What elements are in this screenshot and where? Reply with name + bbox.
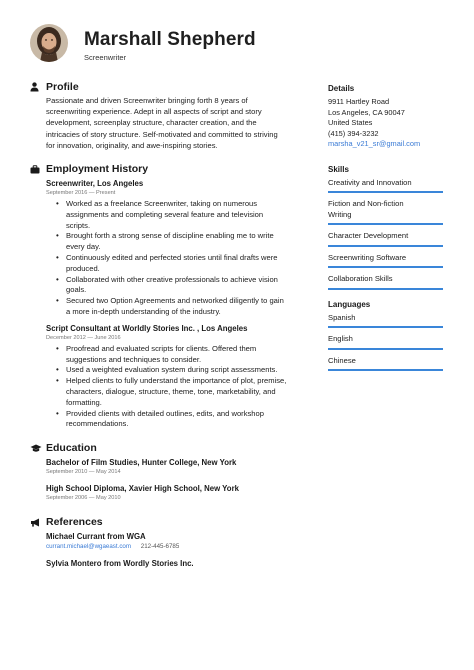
phone-line: (415) 394-3232	[328, 128, 379, 138]
skill-item	[328, 175, 443, 194]
skill-level-bar	[328, 266, 443, 268]
reference-email[interactable]: currant.michael@wgaeast.com	[46, 543, 132, 551]
skill-item	[328, 196, 443, 225]
city-line: Los Angeles, CA 90047	[328, 107, 405, 117]
education-entry	[30, 457, 310, 476]
list-item: • Worked as a freelance Screenwriter, taking on numerous assignments and completing several feature and television scripts.	[56, 199, 310, 231]
job-entry	[30, 323, 310, 430]
profile-section	[30, 80, 310, 151]
skill-label: Creativity and Innovation	[328, 177, 412, 187]
sidebar-column	[328, 84, 443, 374]
list-item: • Helped clients to fully understand the importance of plot, premise, characters, dialogue, structure, theme, tone, marketability, and formatting.	[56, 376, 310, 408]
reference-entry	[30, 558, 310, 569]
job-date: September 2016 — Present	[46, 190, 116, 197]
person-icon	[30, 81, 46, 93]
main-column	[30, 80, 310, 569]
employment-section	[30, 162, 310, 430]
language-label: English	[328, 334, 353, 344]
education-entry	[30, 483, 310, 502]
reference-name: Michael Currant from WGA	[46, 532, 146, 542]
job-bullets	[56, 199, 310, 318]
skills-heading: Skills	[328, 164, 349, 174]
list-item: • Used a weighted evaluation system during script assessments.	[56, 365, 310, 376]
languages-heading: Languages	[328, 299, 371, 309]
list-item: • Collaborated with other creative professionals to achieve vision goals.	[56, 275, 310, 297]
list-item: • Continuously edited and perfected stories until final drafts were produced.	[56, 253, 310, 275]
language-level-bar	[328, 369, 443, 371]
job-date: December 2012 — June 2016	[46, 334, 121, 341]
details-section	[328, 84, 443, 150]
language-label: Spanish	[328, 312, 356, 322]
address-line: 9911 Hartley Road	[328, 97, 390, 106]
list-item: • Provided clients with detailed outlines, edits, and workshop recommendations.	[56, 409, 310, 431]
candidate-title: Screenwriter	[84, 53, 127, 62]
skill-item	[328, 228, 443, 247]
skill-item	[328, 271, 443, 290]
language-item	[328, 331, 443, 350]
skill-label: Character Development	[328, 231, 409, 241]
education-section	[30, 441, 310, 502]
skill-label: Collaboration Skills	[328, 274, 393, 284]
job-bullets	[56, 344, 310, 430]
job-entry	[30, 178, 310, 318]
avatar	[30, 24, 68, 62]
details-heading: Details	[328, 84, 355, 93]
megaphone-icon	[30, 516, 46, 528]
graduation-cap-icon	[30, 442, 46, 454]
degree-date: September 2010 — May 2014	[46, 469, 121, 476]
employment-heading: Employment History	[46, 163, 149, 176]
language-level-bar	[328, 348, 443, 350]
degree-title: Bachelor of Film Studies, Hunter College, New York	[46, 458, 237, 468]
email-link[interactable]: marsha_v21_sr@gmail.com	[328, 139, 421, 149]
skill-label: Screenwriting Software	[328, 252, 407, 262]
list-item: • Proofread and evaluated scripts for clients. Offered them suggestions and techniques to consider.	[56, 344, 310, 366]
skill-label: Fiction and Non-fiction Writing	[328, 199, 404, 219]
skill-level-bar	[328, 223, 443, 225]
reference-entry	[30, 531, 310, 551]
profile-summary: Passionate and driven Screenwriter bringing forth 8 years of screenwriting experience. Adept in all aspects of script and story development, screenplay structure, character creation, and the intricacies of story structure. Self-motivated and committed to striving for innovation, originality, and awe-inspiring stories.	[46, 96, 278, 150]
country-line: United States	[328, 118, 373, 128]
degree-title: High School Diploma, Xavier High School, New York	[46, 484, 239, 494]
language-label: Chinese	[328, 355, 356, 365]
list-item: • Secured two Option Agreements and networked diligently to gain a more in-depth understanding of the industry.	[56, 296, 310, 318]
candidate-name: Marshall Shepherd	[84, 29, 256, 50]
language-item	[328, 353, 443, 372]
job-title: Script Consultant at Worldly Stories Inc. , Los Angeles	[46, 323, 248, 333]
skills-section	[328, 165, 443, 290]
briefcase-icon	[30, 163, 46, 175]
education-heading: Education	[46, 442, 97, 455]
reference-phone: 212-445-6785	[140, 543, 180, 551]
skill-item	[328, 250, 443, 269]
list-item: • Brought forth a strong sense of discipline enabling me to write every day.	[56, 231, 310, 253]
references-heading: References	[46, 516, 103, 529]
skill-level-bar	[328, 288, 443, 290]
languages-section	[328, 300, 443, 372]
references-section	[30, 515, 310, 569]
profile-heading: Profile	[46, 81, 79, 93]
job-title: Screenwriter, Los Angeles	[46, 179, 144, 189]
reference-name: Sylvia Montero from Wordly Stories Inc.	[46, 559, 194, 569]
skill-level-bar	[328, 245, 443, 247]
skill-level-bar	[328, 191, 443, 193]
degree-date: September 2006 — May 2010	[46, 495, 121, 502]
language-item	[328, 310, 443, 329]
language-level-bar	[328, 326, 443, 328]
